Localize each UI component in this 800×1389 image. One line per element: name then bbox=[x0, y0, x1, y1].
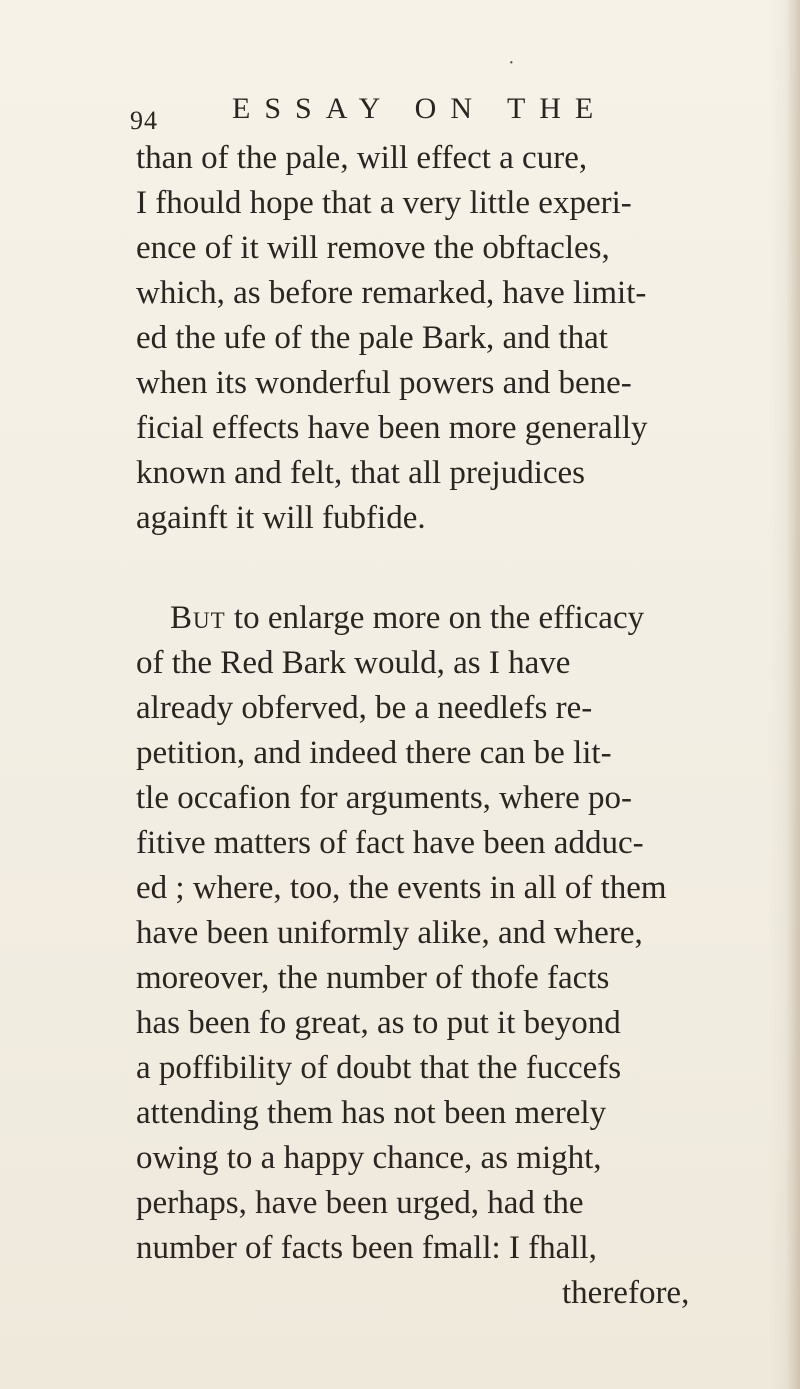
text-line: attending them has not been merely bbox=[136, 1095, 607, 1131]
text-line: ed ; where, too, the events in all of them bbox=[136, 870, 667, 906]
text-line: known and felt, that all prejudices bbox=[136, 455, 586, 491]
text-line: owing to a happy chance, as might, bbox=[136, 1140, 602, 1176]
text-line: petition, and indeed there can be lit- bbox=[136, 735, 612, 771]
page-header bbox=[130, 92, 690, 135]
ink-mark: · bbox=[508, 52, 515, 74]
text-line: againft it will fubfide. bbox=[136, 500, 426, 536]
text-line: of the Red Bark would, as I have bbox=[136, 645, 571, 681]
text-line: number of facts been fmall: I fhall, bbox=[136, 1230, 597, 1266]
page-number: 94 bbox=[130, 106, 158, 135]
catchword: therefore, bbox=[562, 1275, 690, 1311]
text-line: when its wonderful powers and bene- bbox=[136, 365, 632, 401]
running-head: ESSAY ON THE bbox=[232, 92, 608, 125]
page-edge-shadow bbox=[786, 0, 800, 1389]
paragraph-start-line bbox=[170, 598, 644, 638]
text-line: fitive matters of fact have been adduc- bbox=[136, 825, 644, 861]
text-line: has been fo great, as to put it beyond bbox=[136, 1005, 621, 1041]
text-line: I fhould hope that a very little experi- bbox=[136, 185, 632, 221]
text-line: perhaps, have been urged, had the bbox=[136, 1185, 584, 1221]
text-line-continuation: to enlarge more on the efficacy bbox=[233, 600, 645, 636]
text-line: which, as before remarked, have limit- bbox=[136, 275, 647, 311]
text-line: than of the pale, will effect a cure, bbox=[136, 140, 588, 176]
text-line: a poffibility of doubt that the fuccefs bbox=[136, 1050, 622, 1086]
text-line: have been uniformly alike, and where, bbox=[136, 915, 643, 951]
text-line: ed the ufe of the pale Bark, and that bbox=[136, 320, 608, 356]
text-line: moreover, the number of thofe facts bbox=[136, 960, 610, 996]
text-line: ficial effects have been more generally bbox=[136, 410, 648, 446]
text-line: tle occafion for arguments, where po- bbox=[136, 780, 633, 816]
paragraph-lead-word: But bbox=[170, 600, 226, 636]
text-line: already obferved, be a needlefs re- bbox=[136, 690, 593, 726]
text-line: ence of it will remove the obftacles, bbox=[136, 230, 610, 266]
